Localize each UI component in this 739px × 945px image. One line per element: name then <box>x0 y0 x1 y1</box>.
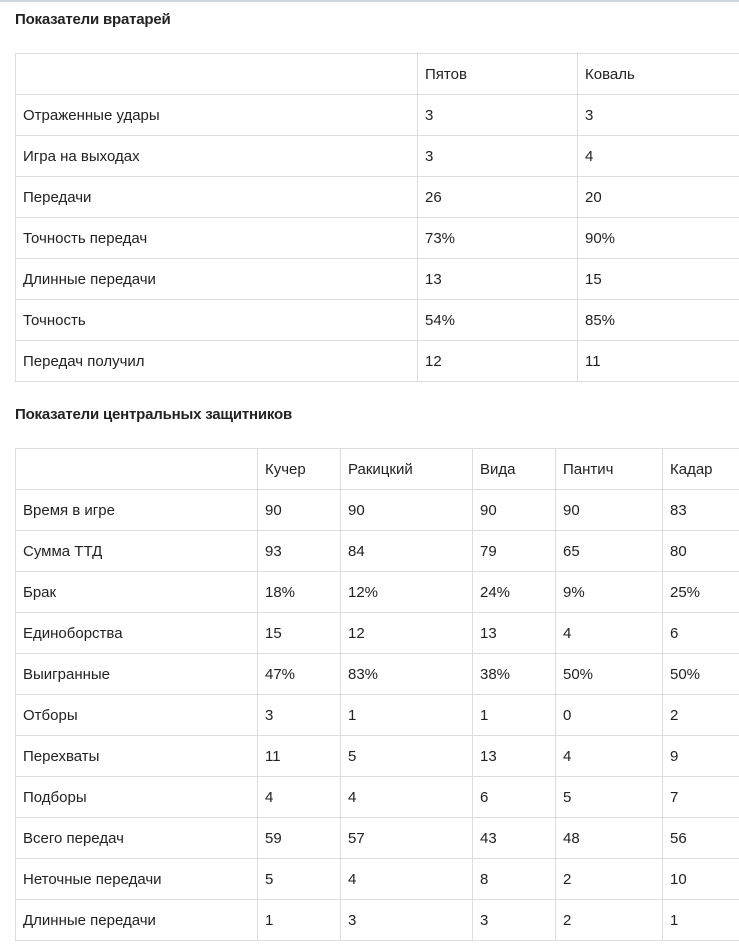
row-label: Перехваты <box>16 736 258 777</box>
row-label: Отборы <box>16 695 258 736</box>
table-cell: 93 <box>258 531 341 572</box>
table-cell: 6 <box>663 613 739 654</box>
table-cell: 4 <box>341 777 473 818</box>
table-cell: 5 <box>556 777 663 818</box>
table-row <box>16 654 739 695</box>
table-cell: 84 <box>341 531 473 572</box>
table-cell: 1 <box>341 695 473 736</box>
table-cell: 4 <box>578 136 739 177</box>
table-cell: 90 <box>258 490 341 531</box>
table-cell: 3 <box>418 95 578 136</box>
table-row <box>16 695 739 736</box>
table-row <box>16 218 739 259</box>
table-row <box>16 300 739 341</box>
table-cell: 10 <box>663 859 739 900</box>
table-cell: 43 <box>473 818 556 859</box>
row-label: Единоборства <box>16 613 258 654</box>
table-cell: 3 <box>578 95 739 136</box>
table-cell: 50% <box>556 654 663 695</box>
row-label: Передач получил <box>16 341 418 382</box>
table-row <box>16 95 739 136</box>
table-cell: 5 <box>258 859 341 900</box>
table-cell: 9 <box>663 736 739 777</box>
row-label: Точность <box>16 300 418 341</box>
center-backs-section-title: Показатели центральных защитников <box>15 406 292 423</box>
table-cell: 73% <box>418 218 578 259</box>
table-cell: 18% <box>258 572 341 613</box>
table-cell: 7 <box>663 777 739 818</box>
table-row <box>16 177 739 218</box>
table-cell: 2 <box>663 695 739 736</box>
row-label: Брак <box>16 572 258 613</box>
table-cell: 13 <box>473 736 556 777</box>
row-label: Длинные передачи <box>16 259 418 300</box>
table-cell: 2 <box>556 859 663 900</box>
table-cell: 13 <box>418 259 578 300</box>
table-cell: 83 <box>663 490 739 531</box>
column-header: Пятов <box>418 54 578 95</box>
row-label: Время в игре <box>16 490 258 531</box>
table-cell: 11 <box>578 341 739 382</box>
table-cell: 4 <box>556 736 663 777</box>
table-cell: 24% <box>473 572 556 613</box>
table-cell: 90 <box>341 490 473 531</box>
table-cell: 48 <box>556 818 663 859</box>
column-header: Коваль <box>578 54 739 95</box>
table-row <box>16 136 739 177</box>
table-cell: 13 <box>473 613 556 654</box>
table-cell: 79 <box>473 531 556 572</box>
table-cell: 6 <box>473 777 556 818</box>
column-header: Кучер <box>258 449 341 490</box>
table-cell: 11 <box>258 736 341 777</box>
row-label: Точность передач <box>16 218 418 259</box>
goalkeepers-section-title: Показатели вратарей <box>15 11 171 28</box>
table-cell: 2 <box>556 900 663 941</box>
table-cell: 47% <box>258 654 341 695</box>
table-cell: 5 <box>341 736 473 777</box>
row-label: Неточные передачи <box>16 859 258 900</box>
table-cell: 3 <box>341 900 473 941</box>
top-border <box>0 0 739 2</box>
goalkeepers-stats-table <box>15 53 739 382</box>
row-label: Длинные передачи <box>16 900 258 941</box>
table-cell: 83% <box>341 654 473 695</box>
table-cell: 59 <box>258 818 341 859</box>
table-row <box>16 531 739 572</box>
column-header: Кадар <box>663 449 739 490</box>
table-cell: 3 <box>473 900 556 941</box>
table-row <box>16 736 739 777</box>
table-header-row <box>16 54 739 95</box>
row-label: Всего передач <box>16 818 258 859</box>
table-cell: 26 <box>418 177 578 218</box>
table-row <box>16 613 739 654</box>
table-cell: 56 <box>663 818 739 859</box>
column-header: Пантич <box>556 449 663 490</box>
table-cell: 3 <box>258 695 341 736</box>
header-empty-cell <box>16 449 258 490</box>
table-cell: 90 <box>556 490 663 531</box>
center-backs-stats-table <box>15 448 739 941</box>
row-label: Передачи <box>16 177 418 218</box>
table-cell: 9% <box>556 572 663 613</box>
table-cell: 12 <box>341 613 473 654</box>
table-cell: 3 <box>418 136 578 177</box>
row-label: Выигранные <box>16 654 258 695</box>
table-row <box>16 859 739 900</box>
table-cell: 65 <box>556 531 663 572</box>
table-row <box>16 572 739 613</box>
table-cell: 12 <box>418 341 578 382</box>
table-row <box>16 490 739 531</box>
table-cell: 50% <box>663 654 739 695</box>
table-cell: 0 <box>556 695 663 736</box>
table-cell: 80 <box>663 531 739 572</box>
table-cell: 1 <box>473 695 556 736</box>
table-cell: 54% <box>418 300 578 341</box>
column-header: Ракицкий <box>341 449 473 490</box>
row-label: Сумма ТТД <box>16 531 258 572</box>
table-cell: 1 <box>663 900 739 941</box>
row-label: Отраженные удары <box>16 95 418 136</box>
table-cell: 12% <box>341 572 473 613</box>
table-row <box>16 818 739 859</box>
table-cell: 15 <box>578 259 739 300</box>
table-cell: 85% <box>578 300 739 341</box>
table-row <box>16 259 739 300</box>
table-cell: 90% <box>578 218 739 259</box>
table-cell: 8 <box>473 859 556 900</box>
table-row <box>16 900 739 941</box>
table-header-row <box>16 449 739 490</box>
header-empty-cell <box>16 54 418 95</box>
table-cell: 4 <box>556 613 663 654</box>
table-cell: 25% <box>663 572 739 613</box>
row-label: Подборы <box>16 777 258 818</box>
table-cell: 20 <box>578 177 739 218</box>
table-cell: 15 <box>258 613 341 654</box>
table-cell: 90 <box>473 490 556 531</box>
column-header: Вида <box>473 449 556 490</box>
table-cell: 57 <box>341 818 473 859</box>
table-cell: 4 <box>341 859 473 900</box>
table-row <box>16 777 739 818</box>
table-cell: 4 <box>258 777 341 818</box>
row-label: Игра на выходах <box>16 136 418 177</box>
table-cell: 38% <box>473 654 556 695</box>
table-row <box>16 341 739 382</box>
table-cell: 1 <box>258 900 341 941</box>
